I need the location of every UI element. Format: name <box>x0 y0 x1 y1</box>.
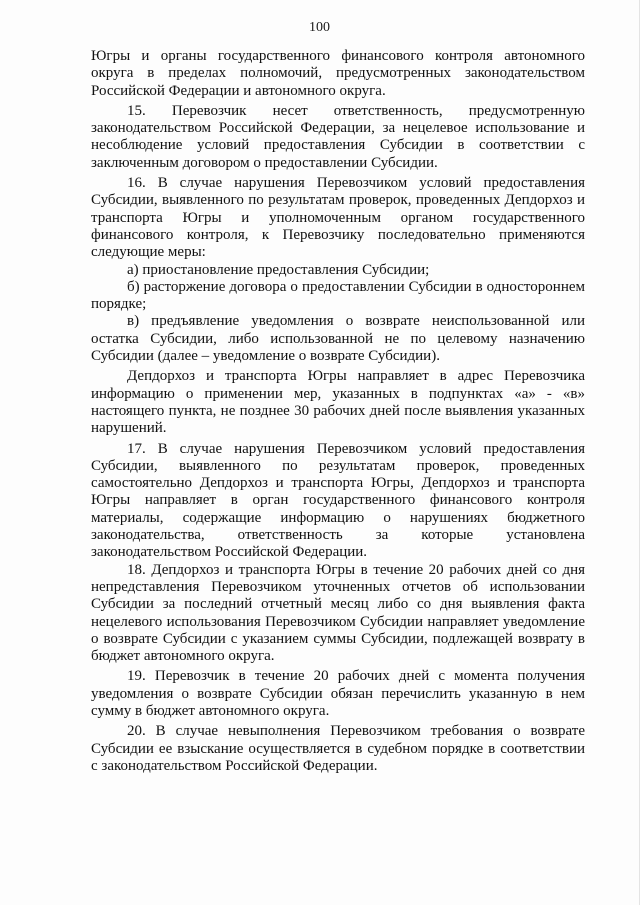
list-item-b: б) расторжение договора о предоставлении Субсидии в одностороннем порядке; <box>91 278 585 313</box>
paragraph-continuation: Югры и органы государственного финансового контроля автономного округа в пределах полномочий, предусмотренных законодательством Российской Федерации и автономного округа. <box>91 48 585 99</box>
page-number: 100 <box>309 20 330 35</box>
document-body <box>91 48 585 775</box>
list-item-c: в) предъявление уведомления о возврате неиспользованной или остатка Субсидии, либо использованной не по целевому назначению Субсидии (далее – уведомление о возврате Субсидии). <box>91 313 585 365</box>
paragraph-16-notice: Депдорхоз и транспорта Югры направляет в адрес Перевозчика информацию о применении мер, указанных в подпунктах «а» - «в» настоящего пункта, не позднее 30 рабочих дней после выявления указанных нарушений. <box>91 368 585 437</box>
paragraph-15: 15. Перевозчик несет ответственность, предусмотренную законодательством Российской Федерации, за нецелевое использование и несоблюдение условий предоставления Субсидии в соответствии с заключенным договором о предоставлении Субсидии. <box>91 102 585 171</box>
list-item-a: а) приостановление предоставления Субсидии; <box>127 261 430 278</box>
paragraph-17: 17. В случае нарушения Перевозчиком условий предоставления Субсидии, выявленного по результатам проверок, проведенных самостоятельно Депдорхоз и транспорта Югры, Депдорхоз и транспорта Югры направляет в орган государственного финансового контроля материалы, содержащие информацию о нарушениях бюджетного законодательства, ответственность за которые установлена законодательством Российской Федерации. <box>91 440 585 561</box>
paragraph-18: 18. Депдорхоз и транспорта Югры в течение 20 рабочих дней со дня непредставления Перевозчиком уточненных отчетов об использовании Субсидии за последний отчетный месяц либо со дня выявления факта нецелевого использования Перевозчиком Субсидии направляет уведомление о возврате Субсидии с указанием суммы Субсидии, подлежащей возврату в бюджет автономного округа. <box>91 561 585 665</box>
paragraph-19: 19. Перевозчик в течение 20 рабочих дней с момента получения уведомления о возврате Субсидии обязан перечислить указанную в нем сумму в бюджет автономного округа. <box>91 668 585 719</box>
paragraph-16: 16. В случае нарушения Перевозчиком условий предоставления Субсидии, выявленного по результатам проверок, проведенных Депдорхоз и транспорта Югры и уполномоченным органом государственного финансового контроля, к Перевозчику последовательно применяются следующие меры: <box>91 175 585 261</box>
paragraph-20: 20. В случае невыполнения Перевозчиком требования о возврате Субсидии ее взыскание осуществляется в судебном порядке в соответствии с законодательством Российской Федерации. <box>91 723 585 774</box>
